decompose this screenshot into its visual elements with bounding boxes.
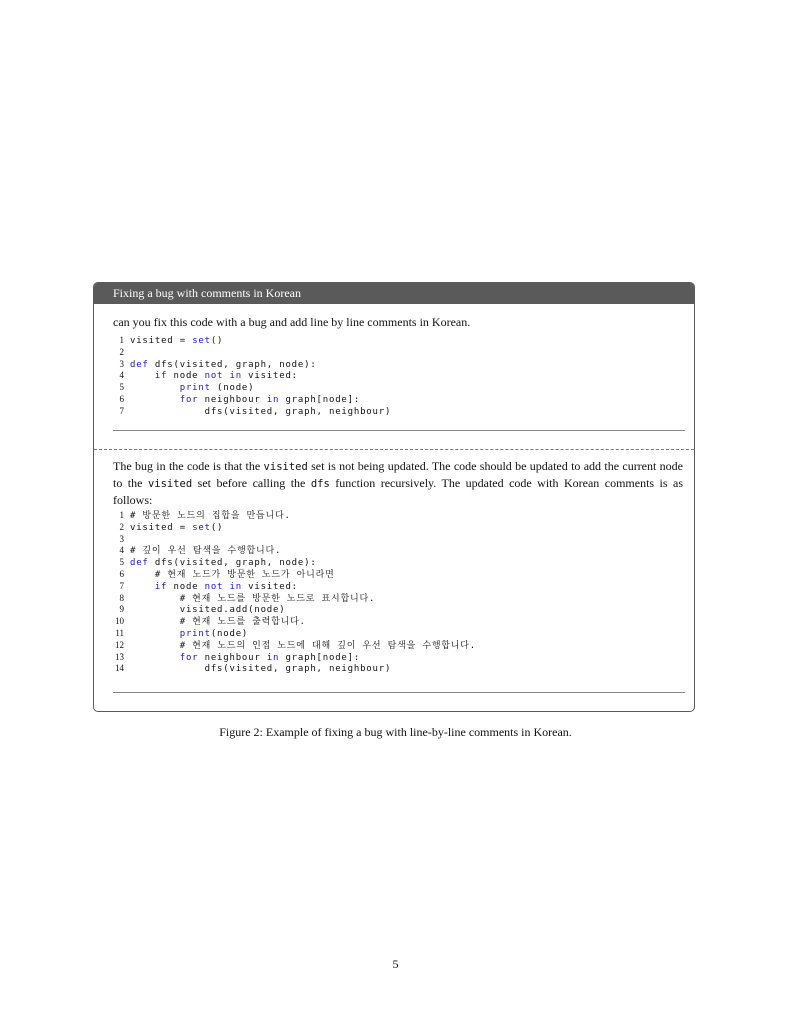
line-number: 3 xyxy=(119,358,124,369)
code-keyword: if xyxy=(154,581,168,592)
box-title: Fixing a bug with comments in Korean xyxy=(94,283,694,304)
code-listing-original xyxy=(114,335,391,418)
line-number: 1 xyxy=(119,335,124,345)
code-rule xyxy=(113,430,685,431)
code-line xyxy=(114,347,391,359)
example-box xyxy=(93,282,695,712)
code-text xyxy=(130,336,223,346)
code-keyword: set xyxy=(192,336,211,346)
code-comment: # 현재 노드가 방문한 노드가 아니라면 xyxy=(130,569,335,580)
code-line xyxy=(114,522,476,534)
code-text xyxy=(130,383,254,393)
code-text xyxy=(130,395,360,405)
code-token: graph[node]: xyxy=(279,652,361,663)
code-text xyxy=(130,605,285,615)
code-line xyxy=(114,652,476,664)
code-token: visited = xyxy=(130,336,193,346)
code-keyword: for xyxy=(179,394,199,405)
code-token: visited.add(node) xyxy=(130,605,286,616)
code-token: (node) xyxy=(210,383,255,394)
code-comment: # 방문한 노드의 집합을 만듭니다. xyxy=(130,511,291,521)
code-token xyxy=(130,371,155,381)
code-token xyxy=(130,395,180,405)
code-text xyxy=(130,582,298,592)
code-token: node xyxy=(167,371,205,382)
code-line xyxy=(114,382,391,394)
code-token: dfs(visited, graph, node): xyxy=(148,359,317,370)
code-token: node xyxy=(167,581,205,592)
code-line xyxy=(114,394,391,406)
answer-text: set before calling the xyxy=(192,476,311,490)
code-keyword: not in xyxy=(204,371,242,382)
line-number: 7 xyxy=(119,405,124,416)
assistant-answer xyxy=(113,458,683,508)
line-number: 3 xyxy=(119,533,124,544)
code-token: neighbour xyxy=(198,652,267,663)
code-token: dfs(visited, graph, neighbour) xyxy=(130,664,392,675)
code-token xyxy=(130,653,180,663)
code-comment: # 깊이 우선 탐색을 수행합니다. xyxy=(130,546,282,557)
code-token: visited: xyxy=(241,371,298,382)
user-prompt: can you fix this code with a bug and add line by line comments in Korean. xyxy=(113,315,471,329)
code-text xyxy=(130,653,360,663)
code-listing-fixed xyxy=(114,510,476,675)
line-number: 14 xyxy=(115,663,124,674)
code-rule xyxy=(113,692,685,693)
code-token xyxy=(130,582,155,592)
code-text xyxy=(130,664,391,674)
code-text xyxy=(130,617,306,627)
code-text xyxy=(130,629,248,639)
code-line xyxy=(114,335,391,347)
code-line xyxy=(114,663,476,675)
code-keyword: def xyxy=(130,359,149,370)
line-number: 10 xyxy=(115,616,124,627)
code-keyword: if xyxy=(154,371,168,382)
code-text xyxy=(130,641,476,651)
code-line xyxy=(114,545,476,557)
code-token: dfs(visited, graph, node): xyxy=(148,558,317,569)
code-keyword: not in xyxy=(204,581,242,592)
code-line xyxy=(114,604,476,616)
code-token: visited: xyxy=(241,581,298,592)
line-number: 5 xyxy=(119,557,124,568)
code-keyword: for xyxy=(179,652,199,663)
code-text xyxy=(130,570,335,580)
code-token: visited = xyxy=(130,522,193,533)
code-text xyxy=(130,371,298,381)
code-line xyxy=(114,628,476,640)
code-token xyxy=(130,629,180,639)
code-comment: # 현재 노드의 인접 노드에 대해 깊이 우선 탐색을 수행합니다. xyxy=(130,640,477,651)
line-number: 12 xyxy=(115,639,124,650)
code-line xyxy=(114,569,476,581)
code-keyword: def xyxy=(130,558,149,569)
inline-code: visited xyxy=(147,478,193,490)
code-line xyxy=(114,370,391,382)
code-text xyxy=(130,511,291,521)
code-text xyxy=(130,546,281,556)
code-text xyxy=(130,407,391,417)
code-text xyxy=(130,360,317,370)
answer-text: The bug in the code is that the xyxy=(113,459,264,473)
code-token: neighbour xyxy=(198,394,267,405)
code-token: () xyxy=(210,336,224,346)
code-keyword: in xyxy=(266,652,280,663)
answer-text: function recursively. The updated code with Korean comments is as follows: xyxy=(113,476,684,507)
code-text xyxy=(130,558,317,568)
code-line xyxy=(114,593,476,605)
code-line xyxy=(114,406,391,418)
inline-code: visited xyxy=(263,461,308,473)
code-token: dfs(visited, graph, neighbour) xyxy=(130,406,392,417)
code-line xyxy=(114,557,476,569)
line-number: 9 xyxy=(119,604,124,615)
line-number: 11 xyxy=(115,627,124,638)
line-number: 5 xyxy=(119,382,124,393)
code-line xyxy=(114,640,476,652)
code-token: (node) xyxy=(210,628,249,639)
page-number: 5 xyxy=(392,957,399,971)
answer-text: set is not being updated. The code should be updated to add the current node to the xyxy=(113,459,683,490)
line-number: 4 xyxy=(119,545,124,556)
code-token: () xyxy=(210,522,224,533)
code-token: graph[node]: xyxy=(279,394,361,405)
line-number: 4 xyxy=(119,370,124,381)
section-divider xyxy=(94,449,694,450)
line-number: 6 xyxy=(119,393,124,404)
code-keyword: print xyxy=(179,628,211,639)
figure-caption: Figure 2: Example of fixing a bug with line-by-line comments in Korean. xyxy=(219,725,572,739)
line-number: 6 xyxy=(119,568,124,579)
code-comment: # 현재 노드를 출력합니다. xyxy=(130,617,306,628)
code-comment: # 현재 노드를 방문한 노드로 표시합니다. xyxy=(130,593,376,604)
code-keyword: in xyxy=(266,394,280,405)
code-text xyxy=(130,594,375,604)
line-number: 2 xyxy=(119,521,124,532)
code-line xyxy=(114,510,476,522)
code-keyword: set xyxy=(192,522,211,533)
line-number: 8 xyxy=(119,592,124,603)
code-line xyxy=(114,534,476,546)
line-number: 7 xyxy=(119,580,124,591)
code-line xyxy=(114,581,476,593)
code-token xyxy=(130,383,180,393)
code-line xyxy=(114,616,476,628)
line-number: 2 xyxy=(119,346,124,357)
code-keyword: print xyxy=(179,383,211,394)
inline-code: dfs xyxy=(310,478,330,490)
code-line xyxy=(114,359,391,371)
code-text xyxy=(130,523,223,533)
line-number: 13 xyxy=(115,651,124,662)
line-number: 1 xyxy=(119,510,124,520)
